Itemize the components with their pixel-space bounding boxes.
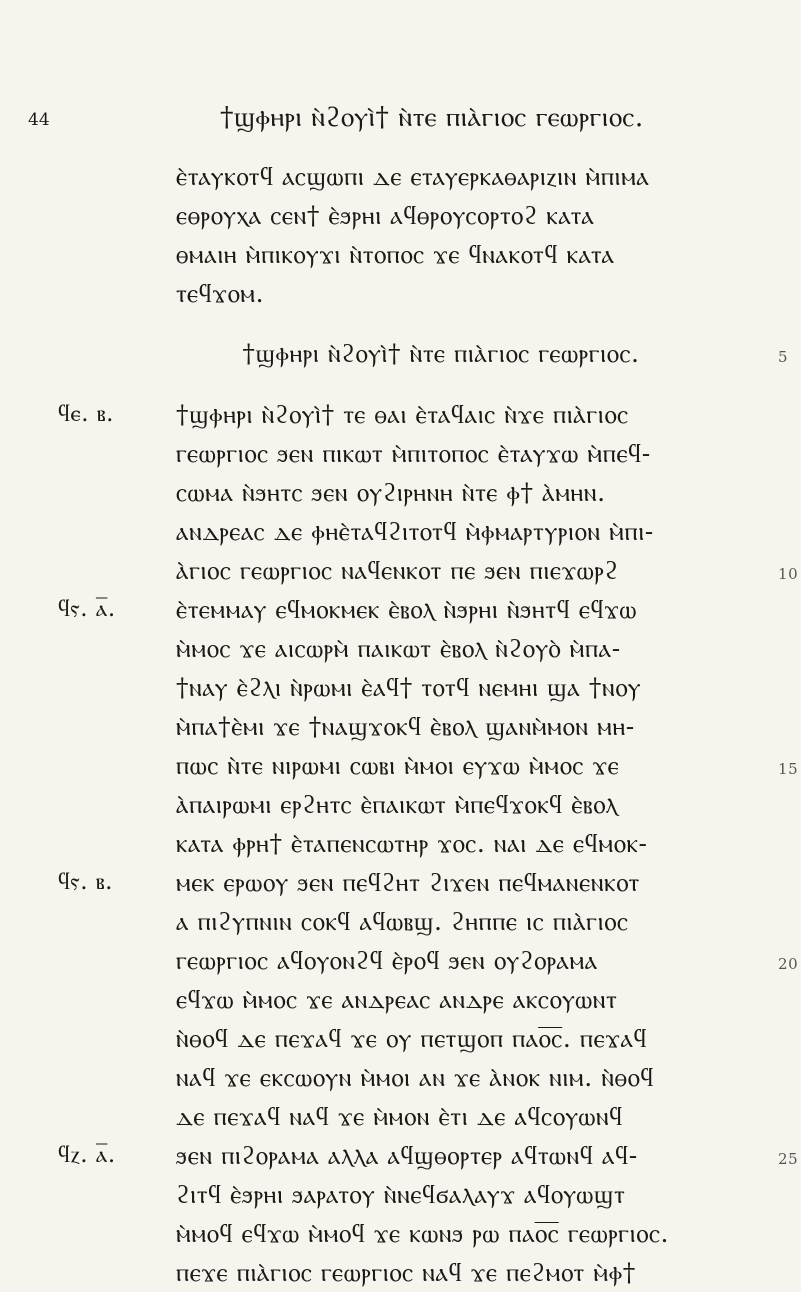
running-title: †ϣⲫⲏⲣⲓ ⲛ̀ϩⲟⲩⲓ̀† ⲛ̀ⲧⲉ ⲡⲓⲁ̀ⲅⲓⲟⲥ ⲅⲉⲱⲣⲅⲓⲟⲥ. xyxy=(220,102,644,133)
text-line xyxy=(176,274,736,313)
line-number: 20 xyxy=(778,955,799,973)
text-line xyxy=(176,980,736,1019)
text-line xyxy=(176,551,799,590)
line-text: ϧⲉⲛ ⲡⲓϩⲟⲣⲁⲙⲁ ⲁⲗⲗⲁ ⲁϥϣⲑⲟⲣⲧⲉⲣ ⲁϥⲧⲱⲛϥ ⲁϥ- xyxy=(176,1141,638,1170)
page-header xyxy=(0,100,801,140)
text-line xyxy=(176,902,736,941)
line-text: ⲙ̀ⲙⲟⲥ ϫⲉ ⲁⲓⲥⲱⲣⲙ̀ ⲡⲁⲓⲕⲱⲧ ⲉ̀ⲃⲟⲗ ⲛ̀ϩⲟⲩⲟ̀ ⲙ̀ⲡⲁ- xyxy=(176,634,621,663)
line-text: ⲕⲁⲧⲁ ⲫⲣⲏ† ⲉ̀ⲧⲁⲡⲉⲛⲥⲱⲧⲏⲣ ϫⲟⲥ. ⲛⲁⲓ ⲇⲉ ⲉϥⲙⲟⲕ- xyxy=(176,829,648,858)
line-text: ⲁ ⲡⲓϩⲩⲡⲛⲓⲛ ⲥⲟⲕϥ ⲁϥⲱⲃϣ. ϩⲏⲡⲡⲉ ⲓⲥ ⲡⲓⲁ̀ⲅⲓⲟⲥ xyxy=(176,907,629,936)
line-text: ⲉ̀ⲧⲉⲙⲙⲁⲩ ⲉϥⲙⲟⲕⲙⲉⲕ ⲉ̀ⲃⲟⲗ ⲛ̀ϧⲣⲏⲓ ⲛ̀ϧⲏⲧϥ ⲉϥϫⲱ xyxy=(176,595,637,624)
line-text: ϩⲓⲧϥ ⲉ̀ϧⲣⲏⲓ ϧⲁⲣⲁⲧⲟⲩ ⲛ̀ⲛⲉϥϭⲁⲗⲁⲩϫ ⲁϥⲟⲩⲱϣⲧ xyxy=(176,1180,626,1209)
paragraph-2 xyxy=(58,395,799,1292)
text-line xyxy=(176,1019,736,1058)
line-text: ⲁⲛⲇⲣⲉⲁⲥ ⲇⲉ ⲫⲏⲉ̀ⲧⲁϥϩⲓⲧⲟⲧϥ ⲙ̀ⲫⲙⲁⲣⲧⲩⲣⲓⲟⲛ ⲙ̀ⲡⲓ- xyxy=(176,517,654,546)
line-text: †ⲛⲁⲩ ⲉ̀ϩⲗⲓ ⲛ̀ⲣⲱⲙⲓ ⲉ̀ⲁϥ† ⲧⲟⲧϥ ⲛⲉⲙⲏⲓ ϣⲁ †ⲛⲟⲩ xyxy=(176,673,642,702)
line-text: ⲙ̀ⲡⲁ†ⲉ̀ⲙⲓ ϫⲉ †ⲛⲁϣϫⲟⲕϥ ⲉ̀ⲃⲟⲗ ϣⲁⲛⲙ̀ⲙⲟⲛ ⲙⲏ- xyxy=(176,712,635,741)
line-number: 25 xyxy=(778,1150,799,1168)
text-line xyxy=(176,235,736,274)
text-line xyxy=(58,395,736,434)
page-number: 44 xyxy=(28,110,50,130)
paragraph-1 xyxy=(176,157,736,313)
text-line xyxy=(176,707,736,746)
line-text: ⲥⲱⲙⲁ ⲛ̀ϧⲏⲧⲥ ϧⲉⲛ ⲟⲩϩⲓⲣⲏⲛⲏ ⲛ̀ⲧⲉ ⲫ† ⲁ̀ⲙⲏⲛ. xyxy=(176,478,606,507)
line-text: ⲇⲉ ⲡⲉϫⲁϥ ⲛⲁϥ ϫⲉ ⲙ̀ⲙⲟⲛ ⲉ̀ⲧⲓ ⲇⲉ ⲁϥⲥⲟⲩⲱⲛϥ xyxy=(176,1102,623,1131)
line-text: ⲧⲉϥϫⲟⲙ. xyxy=(176,279,265,308)
margin-reference: ϥⲋ. ⲁ̅. xyxy=(58,596,116,622)
text-line xyxy=(176,434,736,473)
text-line xyxy=(176,157,736,196)
text-line xyxy=(176,512,736,551)
section-subtitle xyxy=(176,334,789,373)
line-text: ⲅⲉⲱⲣⲅⲓⲟⲥ ⲁϥⲟⲩⲟⲛϩϥ ⲉ̀ⲣⲟϥ ϧⲉⲛ ⲟⲩϩⲟⲣⲁⲙⲁ xyxy=(176,946,598,975)
line-number: 5 xyxy=(778,348,789,366)
line-text: ⲙ̀ⲙⲟϥ ⲉϥϫⲱ ⲙ̀ⲙⲟϥ ϫⲉ ⲕⲱⲛϧ ⲣⲱ ⲡⲁⲟ̅ⲥ̅ ⲅⲉⲱⲣⲅⲓⲟⲥ. xyxy=(176,1219,670,1248)
line-text: ⲉ̀ⲧⲁⲩⲕⲟⲧϥ ⲁⲥϣⲱⲡⲓ ⲇⲉ ⲉⲧⲁⲩⲉⲣⲕⲁⲑⲁⲣⲓⲍⲓⲛ ⲙ̀ⲡⲓⲙⲁ xyxy=(176,162,650,191)
line-number: 15 xyxy=(778,760,799,778)
text-line xyxy=(176,1097,736,1136)
text-line xyxy=(176,746,799,785)
text-line xyxy=(176,1175,736,1214)
text-line xyxy=(176,824,736,863)
text-line xyxy=(176,941,799,980)
margin-reference: ϥⲍ. ⲁ̅. xyxy=(58,1142,116,1168)
text-line xyxy=(58,863,736,902)
text-line xyxy=(58,590,736,629)
text-line xyxy=(176,785,736,824)
line-number: 10 xyxy=(778,565,799,583)
text-line xyxy=(176,1253,736,1292)
margin-reference: ϥⲉ. ⲃ. xyxy=(58,401,114,427)
text-line xyxy=(58,1136,799,1175)
text-line xyxy=(176,196,736,235)
line-text: ⲛ̀ⲑⲟϥ ⲇⲉ ⲡⲉϫⲁϥ ϫⲉ ⲟⲩ ⲡⲉⲧϣⲟⲡ ⲡⲁⲟ̅ⲥ̅. ⲡⲉϫⲁϥ xyxy=(176,1024,648,1053)
line-text: ⲛⲁϥ ϫⲉ ⲉⲕⲥⲱⲟⲩⲛ ⲙ̀ⲙⲟⲓ ⲁⲛ ϫⲉ ⲁ̀ⲛⲟⲕ ⲛⲓⲙ. ⲛ̀ⲑⲟϥ xyxy=(176,1063,654,1092)
subtitle-text: †ϣⲫⲏⲣⲓ ⲛ̀ϩⲟⲩⲓ̀† ⲛ̀ⲧⲉ ⲡⲓⲁ̀ⲅⲓⲟⲥ ⲅⲉⲱⲣⲅⲓⲟⲥ. xyxy=(242,339,640,368)
line-text: ⲉⲑⲣⲟⲩⲭⲁ ⲥⲉⲛ† ⲉ̀ϧⲣⲏⲓ ⲁϥⲑⲣⲟⲩⲥⲟⲣⲧⲟϩ ⲕⲁⲧⲁ xyxy=(176,201,595,230)
text-line xyxy=(176,629,736,668)
line-text: ⲡⲉϫⲉ ⲡⲓⲁ̀ⲅⲓⲟⲥ ⲅⲉⲱⲣⲅⲓⲟⲥ ⲛⲁϥ ϫⲉ ⲡⲉϩⲙⲟⲧ ⲙ̀ⲫ† xyxy=(176,1258,636,1287)
subtitle-line xyxy=(176,334,789,373)
text-line xyxy=(176,1214,736,1253)
line-text: ⲙⲉⲕ ⲉⲣⲱⲟⲩ ϧⲉⲛ ⲡⲉϥϩⲏⲧ ϩⲓϫⲉⲛ ⲡⲉϥⲙⲁⲛⲉⲛⲕⲟⲧ xyxy=(176,868,640,897)
margin-reference: ϥⲋ. ⲃ. xyxy=(58,869,113,895)
line-text: ⲉϥϫⲱ ⲙ̀ⲙⲟⲥ ϫⲉ ⲁⲛⲇⲣⲉⲁⲥ ⲁⲛⲇⲣⲉ ⲁⲕⲥⲟⲩⲱⲛⲧ xyxy=(176,985,618,1014)
line-text: ⲁ̀ⲅⲓⲟⲥ ⲅⲉⲱⲣⲅⲓⲟⲥ ⲛⲁϥⲉⲛⲕⲟⲧ ⲡⲉ ϧⲉⲛ ⲡⲓⲉϫⲱⲣϩ xyxy=(176,556,619,585)
line-text: ⲡⲱⲥ ⲛ̀ⲧⲉ ⲛⲓⲣⲱⲙⲓ ⲥⲱⲃⲓ ⲙ̀ⲙⲟⲓ ⲉⲩϫⲱ ⲙ̀ⲙⲟⲥ ϫⲉ xyxy=(176,751,620,780)
text-line xyxy=(176,473,736,512)
line-text: ⲁ̀ⲡⲁⲓⲣⲱⲙⲓ ⲉⲣϩⲏⲧⲥ ⲉ̀ⲡⲁⲓⲕⲱⲧ ⲙ̀ⲡⲉϥϫⲟⲕϥ ⲉ̀ⲃⲟⲗ xyxy=(176,790,618,819)
line-text: ⲅⲉⲱⲣⲅⲓⲟⲥ ϧⲉⲛ ⲡⲓⲕⲱⲧ ⲙ̀ⲡⲓⲧⲟⲡⲟⲥ ⲉ̀ⲧⲁⲩϫⲱ ⲙ̀ⲡⲉϥ- xyxy=(176,439,651,468)
text-line xyxy=(176,1058,736,1097)
line-text: ⲑⲙⲁⲓⲏ ⲙ̀ⲡⲓⲕⲟⲩϫⲓ ⲛ̀ⲧⲟⲡⲟⲥ ϫⲉ ϥⲛⲁⲕⲟⲧϥ ⲕⲁⲧⲁ xyxy=(176,240,615,269)
text-line xyxy=(176,668,736,707)
line-text: †ϣⲫⲏⲣⲓ ⲛ̀ϩⲟⲩⲓ̀† ⲧⲉ ⲑⲁⲓ ⲉ̀ⲧⲁϥⲁⲓⲥ ⲛ̀ϫⲉ ⲡⲓⲁ̀ⲅⲓⲟⲥ xyxy=(176,400,629,429)
